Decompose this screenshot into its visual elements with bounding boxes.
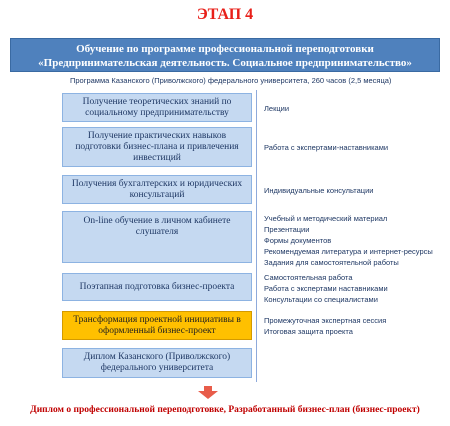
stage-title: ЭТАП 4 bbox=[196, 6, 254, 23]
detail-item: Учебный и методический материал bbox=[264, 214, 388, 223]
step-label: Поэтапная подготовка бизнес-проекта bbox=[79, 281, 235, 292]
down-arrow-head-icon bbox=[198, 391, 218, 399]
step-label: Получение практических навыков подготовки бизнес-плана и привлечения инвестиций bbox=[75, 130, 239, 163]
header-line-2: «Предпринимательская деятельность. Социальное предпринимательство» bbox=[38, 57, 412, 69]
detail-item: Работа с экспертами наставниками bbox=[264, 284, 388, 293]
step-online-details bbox=[264, 213, 450, 268]
step-label: Диплом Казанского (Приволжского) федерального университета bbox=[83, 352, 231, 373]
step-label: Получения бухгалтерских и юридических консультаций bbox=[71, 178, 243, 200]
result-text: Диплом о профессиональной переподготовке, Разработанный бизнес-план (бизнес-проект) bbox=[30, 405, 420, 415]
step-online bbox=[62, 211, 252, 263]
detail-item: Работа с экспертами-наставниками bbox=[264, 143, 389, 152]
step-transformation bbox=[62, 311, 252, 340]
step-practice-details bbox=[264, 142, 450, 153]
step-label: Получение теоретических знаний по социальному предпринимательству bbox=[82, 96, 232, 118]
header-line-1: Обучение по программе профессиональной переподготовки bbox=[76, 43, 374, 55]
step-theory-details bbox=[264, 103, 450, 114]
detail-item: Итоговая защита проекта bbox=[264, 327, 353, 336]
detail-item: Консультации со специалистами bbox=[264, 295, 378, 304]
detail-item: Рекомендуемая литература и интернет-ресурсы bbox=[264, 247, 433, 256]
step-label: On-line обучение в личном кабинете слушателя bbox=[83, 216, 231, 237]
detail-item: Промежуточная экспертная сессия bbox=[264, 316, 387, 325]
detail-item: Задания для самостоятельной работы bbox=[264, 258, 399, 267]
step-consulting-details bbox=[264, 185, 450, 196]
detail-item: Презентации bbox=[264, 225, 310, 234]
detail-item: Лекции bbox=[264, 104, 290, 113]
program-header bbox=[10, 38, 440, 72]
step-business-project-details bbox=[264, 272, 450, 305]
step-business-project bbox=[62, 273, 252, 301]
detail-item: Формы документов bbox=[264, 236, 332, 245]
step-practice bbox=[62, 127, 252, 167]
detail-item: Индивидуальные консультации bbox=[264, 186, 374, 195]
step-consulting bbox=[62, 175, 252, 204]
step-label: Трансформация проектной инициативы в оформленный бизнес-проект bbox=[73, 314, 241, 336]
detail-item: Самостоятельная работа bbox=[264, 273, 353, 282]
connector-line bbox=[256, 90, 257, 382]
step-theory bbox=[62, 93, 252, 122]
step-diploma bbox=[62, 348, 252, 378]
step-transformation-details bbox=[264, 315, 450, 337]
program-description: Программа Казанского (Приволжского) федерального университета, 260 часов (2,5 месяца) bbox=[70, 76, 392, 85]
